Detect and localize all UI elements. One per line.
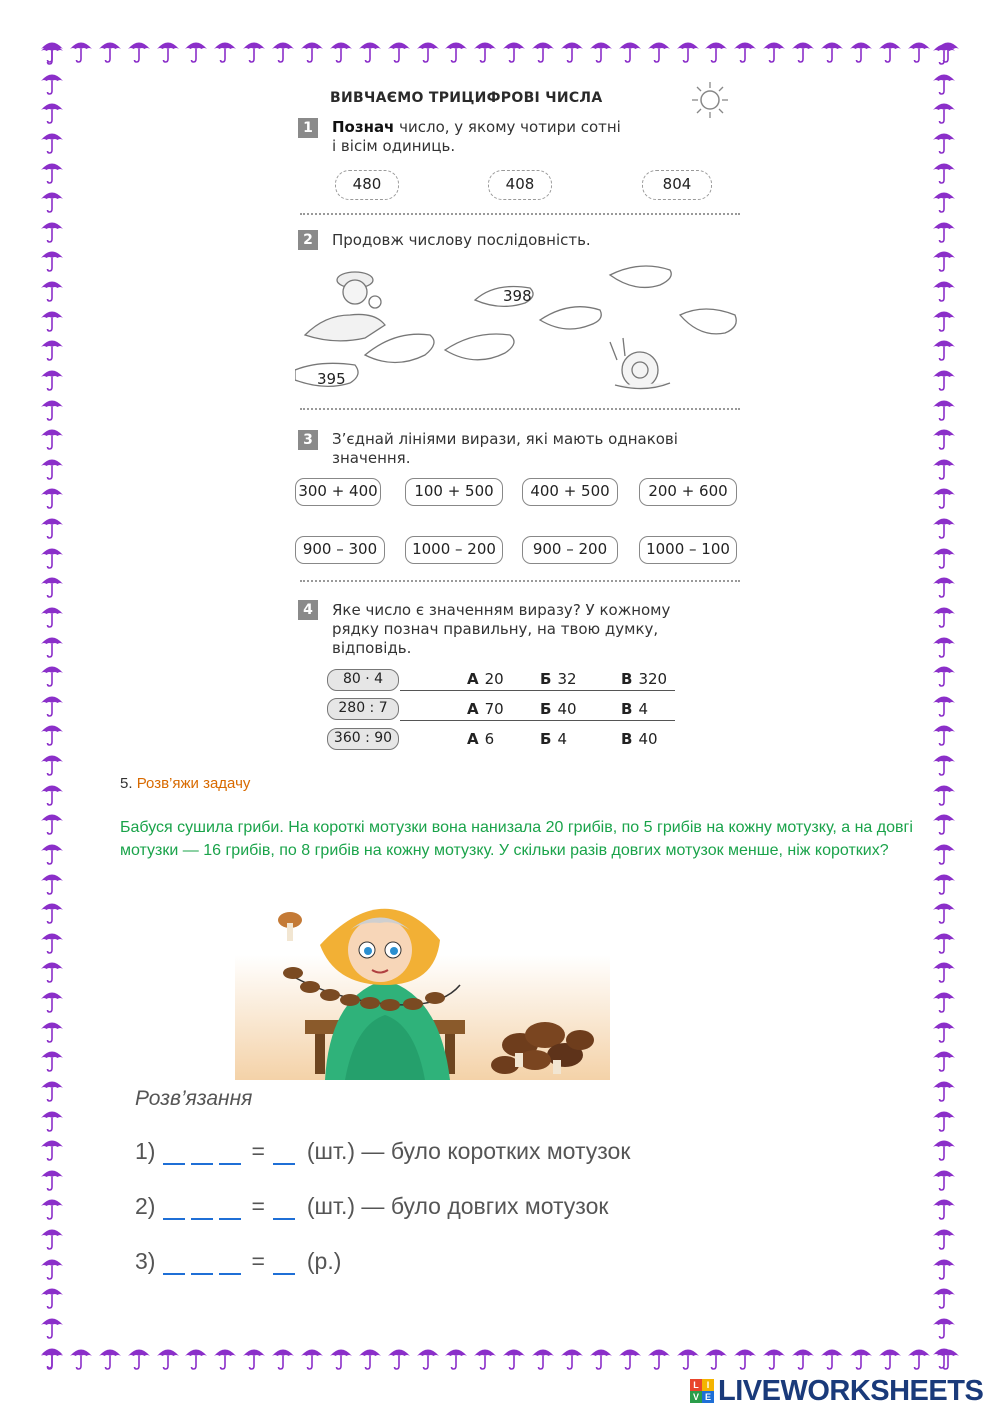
task4-line1: Яке число є значенням виразу? У кожному bbox=[332, 601, 671, 619]
umbrella-icon bbox=[762, 38, 786, 64]
umbrella-icon bbox=[40, 1018, 64, 1044]
umbrella-icon bbox=[932, 1195, 956, 1221]
footprint-label-395: 395 bbox=[317, 370, 346, 388]
expr-box-r1-2[interactable]: 100 + 500 bbox=[405, 478, 503, 506]
umbrella-icon bbox=[40, 1047, 64, 1073]
task4-r1-option-b[interactable]: Б 32 bbox=[540, 670, 577, 688]
task1-line1: число, у якому чотири сотні bbox=[394, 118, 621, 136]
umbrella-icon bbox=[40, 159, 64, 185]
umbrella-icon bbox=[932, 188, 956, 214]
task1-bold-word: Познач bbox=[332, 118, 395, 136]
umbrella-icon bbox=[40, 40, 64, 66]
answer-blank[interactable] bbox=[219, 1192, 241, 1220]
umbrella-icon bbox=[791, 1345, 815, 1371]
umbrella-icon bbox=[40, 70, 64, 96]
umbrella-icon bbox=[932, 455, 956, 481]
equals-sign: = bbox=[251, 1248, 265, 1274]
umbrella-icon bbox=[647, 1345, 671, 1371]
umbrella-icon bbox=[932, 336, 956, 362]
task4-expr-2: 280 : 7 bbox=[327, 698, 399, 720]
umbrella-icon bbox=[762, 1345, 786, 1371]
worksheet-scan bbox=[295, 80, 745, 755]
umbrella-icon bbox=[932, 366, 956, 392]
umbrella-icon bbox=[156, 38, 180, 64]
umbrella-icon bbox=[40, 870, 64, 896]
umbrella-icon bbox=[531, 1345, 555, 1371]
umbrella-icon bbox=[271, 1345, 295, 1371]
answer-line bbox=[400, 690, 675, 691]
umbrella-icon bbox=[40, 692, 64, 718]
footprints-illustration bbox=[295, 260, 745, 400]
line-number: 1) bbox=[135, 1138, 156, 1164]
task4-line3: відповідь. bbox=[332, 639, 412, 657]
answer-blank[interactable] bbox=[219, 1247, 241, 1275]
umbrella-icon bbox=[40, 1314, 64, 1340]
umbrella-icon bbox=[733, 38, 757, 64]
divider bbox=[300, 408, 740, 410]
task5-heading bbox=[120, 775, 250, 792]
answer-blank[interactable] bbox=[163, 1192, 185, 1220]
task4-r2-option-c[interactable]: В 4 bbox=[621, 700, 648, 718]
umbrella-icon bbox=[676, 38, 700, 64]
umbrella-icon bbox=[127, 1345, 151, 1371]
task4-r1-option-a[interactable]: А 20 bbox=[467, 670, 504, 688]
umbrella-icon bbox=[40, 781, 64, 807]
expr-box-r2-4[interactable]: 1000 – 100 bbox=[639, 536, 737, 564]
umbrella-icon bbox=[358, 1345, 382, 1371]
umbrella-icon bbox=[932, 1225, 956, 1251]
task4-r1-option-c[interactable]: В 320 bbox=[621, 670, 668, 688]
task4-expr-1: 80 · 4 bbox=[327, 669, 399, 691]
footprint-label-398: 398 bbox=[503, 287, 532, 305]
umbrella-icon bbox=[358, 38, 382, 64]
umbrella-icon bbox=[878, 38, 902, 64]
umbrella-icon bbox=[589, 1345, 613, 1371]
umbrella-icon bbox=[932, 988, 956, 1014]
line-number: 2) bbox=[135, 1193, 156, 1219]
divider bbox=[300, 213, 740, 215]
umbrella-icon bbox=[40, 751, 64, 777]
umbrella-icon bbox=[271, 38, 295, 64]
umbrella-icon bbox=[416, 38, 440, 64]
divider bbox=[300, 580, 740, 582]
umbrella-icon bbox=[618, 1345, 642, 1371]
umbrella-icon bbox=[40, 929, 64, 955]
liveworksheets-logo[interactable] bbox=[690, 1376, 983, 1406]
umbrella-icon bbox=[560, 38, 584, 64]
umbrella-icon bbox=[40, 1107, 64, 1133]
umbrella-icon bbox=[733, 1345, 757, 1371]
expr-box-r2-3[interactable]: 900 – 200 bbox=[522, 536, 618, 564]
task4-line2: рядку познач правильну, на твою думку, bbox=[332, 620, 659, 638]
umbrella-icon bbox=[932, 958, 956, 984]
umbrella-icon bbox=[40, 484, 64, 510]
umbrella-icon bbox=[932, 277, 956, 303]
task3-line2: значення. bbox=[332, 449, 411, 467]
umbrella-icon bbox=[791, 38, 815, 64]
umbrella-icon bbox=[932, 1284, 956, 1310]
umbrella-icon bbox=[184, 1345, 208, 1371]
logo-mark-icon: L I V E bbox=[690, 1379, 714, 1403]
umbrella-icon bbox=[329, 38, 353, 64]
expr-box-r2-2[interactable]: 1000 – 200 bbox=[405, 536, 503, 564]
umbrella-icon bbox=[849, 1345, 873, 1371]
umbrella-icon bbox=[932, 544, 956, 570]
expr-box-r1-3[interactable]: 400 + 500 bbox=[522, 478, 618, 506]
umbrella-icon bbox=[69, 38, 93, 64]
task2-text: Продовж числову послідовність. bbox=[332, 231, 591, 249]
umbrella-icon bbox=[907, 1345, 931, 1371]
task1-option-3[interactable]: 804 bbox=[642, 170, 712, 200]
umbrella-icon bbox=[40, 99, 64, 125]
umbrella-icon bbox=[416, 1345, 440, 1371]
umbrella-icon bbox=[932, 247, 956, 273]
umbrella-icon bbox=[242, 38, 266, 64]
umbrella-icon bbox=[40, 810, 64, 836]
umbrella-icon bbox=[618, 38, 642, 64]
umbrella-icon bbox=[127, 38, 151, 64]
solution-line-3 bbox=[135, 1247, 341, 1275]
umbrella-icon bbox=[932, 1107, 956, 1133]
line-unit: (шт.) — було коротких мотузок bbox=[306, 1138, 631, 1164]
umbrella-icon bbox=[40, 307, 64, 333]
solution-title: Розв’язання bbox=[135, 1087, 253, 1110]
umbrella-icon bbox=[40, 603, 64, 629]
umbrella-icon bbox=[40, 1225, 64, 1251]
umbrella-icon bbox=[907, 38, 931, 64]
umbrella-icon bbox=[40, 544, 64, 570]
umbrella-icon bbox=[932, 1255, 956, 1281]
task4-number: 4 bbox=[298, 600, 318, 620]
umbrella-icon bbox=[932, 840, 956, 866]
umbrella-icon bbox=[40, 1195, 64, 1221]
task3-text bbox=[332, 430, 678, 468]
umbrella-icon bbox=[502, 38, 526, 64]
umbrella-icon bbox=[932, 781, 956, 807]
umbrella-icon bbox=[300, 1345, 324, 1371]
umbrella-icon bbox=[932, 692, 956, 718]
answer-blank[interactable] bbox=[191, 1247, 213, 1275]
umbrella-icon bbox=[40, 958, 64, 984]
expr-box-r1-4[interactable]: 200 + 600 bbox=[639, 478, 737, 506]
umbrella-icon bbox=[40, 721, 64, 747]
task5-title: Розв’яжи задачу bbox=[136, 775, 251, 792]
answer-blank[interactable] bbox=[219, 1137, 241, 1165]
umbrella-icon bbox=[40, 1136, 64, 1162]
umbrella-icon bbox=[932, 396, 956, 422]
umbrella-icon bbox=[932, 484, 956, 510]
umbrella-icon bbox=[40, 1255, 64, 1281]
umbrella-icon bbox=[932, 425, 956, 451]
umbrella-icon bbox=[878, 1345, 902, 1371]
umbrella-icon bbox=[932, 1018, 956, 1044]
umbrella-icon bbox=[40, 188, 64, 214]
umbrella-icon bbox=[40, 425, 64, 451]
logo-text: LIVEWORKSHEETS bbox=[718, 1374, 984, 1407]
task4-expr-3: 360 : 90 bbox=[327, 728, 399, 750]
answer-blank[interactable] bbox=[191, 1192, 213, 1220]
umbrella-icon bbox=[932, 159, 956, 185]
task4-r3-option-c[interactable]: В 40 bbox=[621, 730, 658, 748]
umbrella-icon bbox=[531, 38, 555, 64]
bottom-border bbox=[40, 1345, 960, 1373]
umbrella-icon bbox=[40, 366, 64, 392]
line-unit: (шт.) — було довгих мотузок bbox=[306, 1193, 609, 1219]
umbrella-icon bbox=[40, 899, 64, 925]
umbrella-icon bbox=[589, 38, 613, 64]
task4-r2-option-b[interactable]: Б 40 bbox=[540, 700, 577, 718]
task1-option-1[interactable]: 480 bbox=[335, 170, 399, 200]
umbrella-icon bbox=[40, 988, 64, 1014]
umbrella-icon bbox=[40, 129, 64, 155]
umbrella-icon bbox=[560, 1345, 584, 1371]
right-border bbox=[932, 40, 960, 1370]
umbrella-icon bbox=[387, 38, 411, 64]
answer-blank[interactable] bbox=[163, 1137, 185, 1165]
umbrella-icon bbox=[40, 662, 64, 688]
task5-number: 5. bbox=[120, 775, 133, 792]
umbrella-icon bbox=[444, 38, 468, 64]
umbrella-icon bbox=[704, 1345, 728, 1371]
task1-text bbox=[332, 118, 621, 156]
answer-blank[interactable] bbox=[273, 1192, 295, 1220]
umbrella-icon bbox=[40, 396, 64, 422]
umbrella-icon bbox=[932, 307, 956, 333]
umbrella-icon bbox=[502, 1345, 526, 1371]
task1-option-2[interactable]: 408 bbox=[488, 170, 552, 200]
problem-text: Бабуся сушила гриби. На короткі мотузки вона нанизала 20 грибів, по 5 грибів на кожну мотузку, а на довгі мотузки — 16 грибів, по 8 грибів на кожну мотузку. У скільки разів довгих мотузок менше, ніж коротких? bbox=[120, 819, 913, 859]
task1-line2: і вісім одиниць. bbox=[332, 137, 456, 155]
umbrella-icon bbox=[647, 38, 671, 64]
answer-blank[interactable] bbox=[163, 1247, 185, 1275]
umbrella-icon bbox=[444, 1345, 468, 1371]
umbrella-icon bbox=[932, 1314, 956, 1340]
umbrella-icon bbox=[40, 1166, 64, 1192]
umbrella-icon bbox=[40, 1077, 64, 1103]
equals-sign: = bbox=[251, 1193, 265, 1219]
equals-sign: = bbox=[251, 1138, 265, 1164]
umbrella-icon bbox=[213, 1345, 237, 1371]
answer-blank[interactable] bbox=[273, 1247, 295, 1275]
task1-number: 1 bbox=[298, 118, 318, 138]
umbrella-icon bbox=[98, 1345, 122, 1371]
umbrella-icon bbox=[932, 218, 956, 244]
grandma-mushrooms-illustration bbox=[235, 885, 610, 1080]
answer-blank[interactable] bbox=[273, 1137, 295, 1165]
umbrella-icon bbox=[932, 899, 956, 925]
expr-box-r2-1[interactable]: 900 – 300 bbox=[295, 536, 385, 564]
umbrella-icon bbox=[932, 662, 956, 688]
answer-blank[interactable] bbox=[191, 1137, 213, 1165]
answer-line bbox=[400, 720, 675, 721]
umbrella-icon bbox=[932, 870, 956, 896]
umbrella-icon bbox=[40, 1284, 64, 1310]
umbrella-icon bbox=[40, 455, 64, 481]
expr-box-r1-1[interactable]: 300 + 400 bbox=[295, 478, 381, 506]
umbrella-icon bbox=[40, 1344, 64, 1370]
task3-line1: З’єднай лініями вирази, які мають однакові bbox=[332, 430, 678, 448]
umbrella-icon bbox=[40, 633, 64, 659]
umbrella-icon bbox=[932, 70, 956, 96]
umbrella-icon bbox=[473, 38, 497, 64]
umbrella-icon bbox=[932, 1077, 956, 1103]
sun-icon bbox=[690, 80, 730, 120]
task4-r3-option-b[interactable]: Б 4 bbox=[540, 730, 567, 748]
umbrella-icon bbox=[932, 633, 956, 659]
umbrella-icon bbox=[184, 38, 208, 64]
umbrella-icon bbox=[932, 1136, 956, 1162]
umbrella-icon bbox=[820, 38, 844, 64]
worksheet-title: ВИВЧАЄМО ТРИЦИФРОВІ ЧИСЛА bbox=[330, 90, 603, 106]
umbrella-icon bbox=[932, 40, 956, 66]
umbrella-icon bbox=[300, 38, 324, 64]
umbrella-icon bbox=[676, 1345, 700, 1371]
umbrella-icon bbox=[40, 336, 64, 362]
umbrella-icon bbox=[69, 1345, 93, 1371]
task3-number: 3 bbox=[298, 430, 318, 450]
umbrella-icon bbox=[932, 721, 956, 747]
umbrella-icon bbox=[329, 1345, 353, 1371]
umbrella-icon bbox=[40, 573, 64, 599]
top-border bbox=[40, 38, 960, 66]
umbrella-icon bbox=[932, 129, 956, 155]
umbrella-icon bbox=[40, 218, 64, 244]
task2-number: 2 bbox=[298, 230, 318, 250]
umbrella-icon bbox=[932, 810, 956, 836]
umbrella-icon bbox=[820, 1345, 844, 1371]
umbrella-icon bbox=[40, 514, 64, 540]
umbrella-icon bbox=[242, 1345, 266, 1371]
umbrella-icon bbox=[932, 99, 956, 125]
line-number: 3) bbox=[135, 1248, 156, 1274]
umbrella-icon bbox=[40, 277, 64, 303]
umbrella-icon bbox=[387, 1345, 411, 1371]
task4-text bbox=[332, 601, 670, 658]
umbrella-icon bbox=[704, 38, 728, 64]
line-unit: (р.) bbox=[306, 1248, 342, 1274]
umbrella-icon bbox=[932, 1047, 956, 1073]
umbrella-icon bbox=[932, 929, 956, 955]
left-border bbox=[40, 40, 68, 1370]
umbrella-icon bbox=[156, 1345, 180, 1371]
task4-r2-option-a[interactable]: А 70 bbox=[467, 700, 504, 718]
umbrella-icon bbox=[40, 247, 64, 273]
umbrella-icon bbox=[849, 38, 873, 64]
solution-line-2 bbox=[135, 1192, 608, 1220]
umbrella-icon bbox=[932, 573, 956, 599]
umbrella-icon bbox=[932, 1344, 956, 1370]
umbrella-icon bbox=[40, 840, 64, 866]
umbrella-icon bbox=[932, 751, 956, 777]
umbrella-icon bbox=[213, 38, 237, 64]
task4-r3-option-a[interactable]: А 6 bbox=[467, 730, 495, 748]
umbrella-icon bbox=[473, 1345, 497, 1371]
umbrella-icon bbox=[98, 38, 122, 64]
solution-line-1 bbox=[135, 1137, 630, 1165]
umbrella-icon bbox=[932, 603, 956, 629]
umbrella-icon bbox=[932, 1166, 956, 1192]
umbrella-icon bbox=[932, 514, 956, 540]
